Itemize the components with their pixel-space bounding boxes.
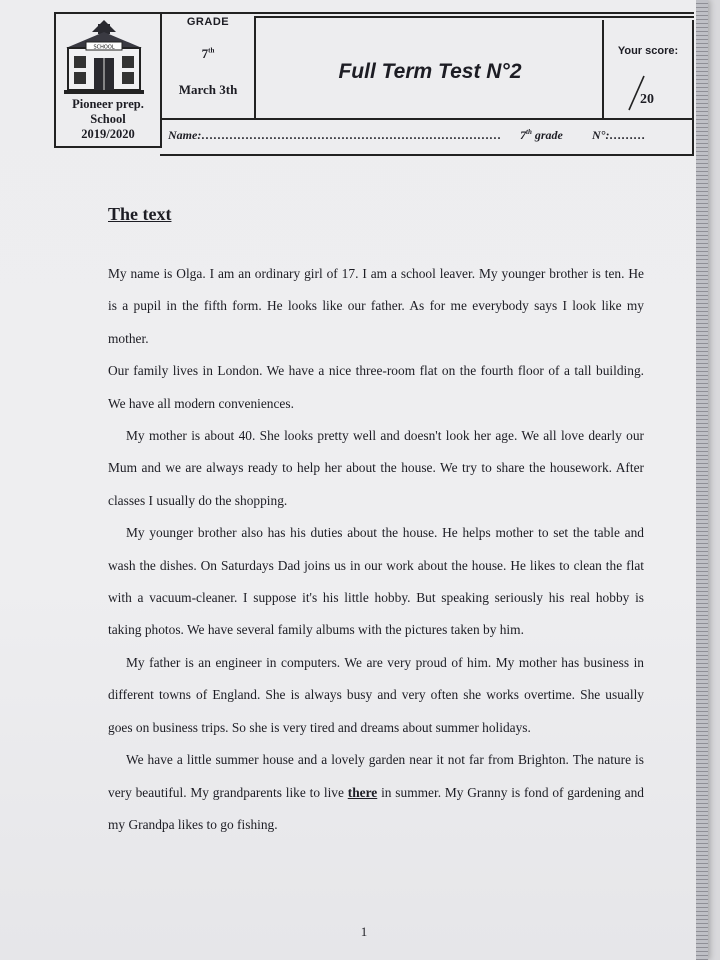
paragraph-2: Our family lives in London. We have a nice three-room flat on the fourth floor of a tall building. We have all modern conveniences. — [108, 363, 644, 411]
underlined-word-there: there — [347, 784, 378, 800]
school-name-line2: School — [90, 112, 126, 126]
class-suffix: th — [526, 128, 532, 136]
paragraph-4: My younger brother also has his duties about the house. He helps mother to set the table and wash the dishes. On Saturdays Dad joins us in our work about the house. He likes to clean the flat with a vacuum-cleaner. I suppose it's his little hobby. But speaking seriously his real hobby is taking photos. We have several family albums with the pictures taken by him. — [108, 525, 644, 638]
grade-label: GRADE — [186, 16, 230, 28]
test-date: March 3th — [178, 82, 238, 97]
class-field — [520, 128, 563, 143]
paragraph-5: My father is an engineer in computers. We are very proud of him. My mother has business in different towns of England. She is always busy and very often she works overtime. She usually goes on business trips. So she is very tired and dreams about summer holidays. — [108, 654, 644, 735]
school-name-line1: Pioneer prep. — [72, 97, 144, 111]
school-year: 2019/2020 — [81, 127, 135, 141]
score-total: 20 — [640, 92, 654, 107]
grade-suffix: th — [208, 46, 215, 55]
school-name — [60, 97, 156, 142]
section-title: The text — [108, 204, 172, 224]
class-word: grade — [534, 128, 563, 142]
test-title: Full Term Test N°2 — [338, 60, 522, 83]
paragraph-6 — [108, 744, 644, 841]
paper-stack-edge — [696, 0, 708, 960]
paragraph-6-start: We have a little summer house and a lovely garden near it not far from Brighton. The nature is very beautiful. My grandparents like to live — [108, 752, 644, 800]
paragraph-3: My mother is about 40. She looks pretty well and doesn't look her age. We all love dearly our Mum and we are always ready to help her about the house. We try to share the housework. After classes I usually do the shopping. — [108, 428, 644, 508]
score-label: Your score: — [617, 45, 679, 57]
logo-sign-text: SCHOOL — [93, 44, 115, 51]
grade-value — [160, 46, 256, 62]
student-name-field: Name:………………………………………………………………… — [168, 128, 502, 142]
reading-text — [108, 258, 644, 841]
grade-number: 7 — [201, 46, 209, 61]
class-number: 7 — [520, 128, 526, 142]
page-number: 1 — [360, 924, 368, 939]
student-number-field: N°:……… — [592, 128, 646, 142]
paragraph-6-end: in summer. My Granny is fond of gardening and my Grandpa likes to go fishing. — [108, 784, 644, 832]
school-building-logo — [62, 18, 146, 96]
paragraph-1: My name is Olga. I am an ordinary girl of 17. I am a school leaver. My younger brother is ten. He is a pupil in the fifth form. He looks like our father. As for me everybody says I look like my mother. — [108, 266, 644, 346]
